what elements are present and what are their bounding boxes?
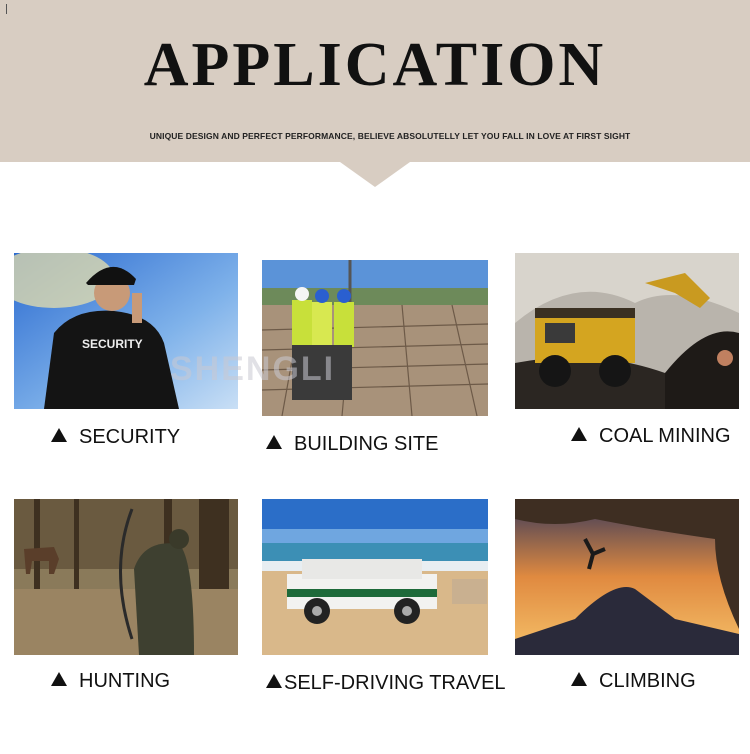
coal-mining-label-text: COAL MINING	[599, 425, 731, 447]
watermark-text: SHENGLI	[170, 350, 336, 388]
page-subtitle: UNIQUE DESIGN AND PERFECT PERFORMANCE, BELIEVE ABSOLUTELLY LET YOU FALL IN LOVE AT FIRST SIGHT	[149, 131, 631, 141]
coal-mining-photo	[515, 253, 739, 409]
page-title: APPLICATION	[143, 31, 607, 99]
hunting-photo	[14, 499, 238, 655]
building-site-label	[266, 433, 438, 456]
svg-text:SECURITY: SECURITY	[82, 337, 143, 351]
triangle-up-icon	[571, 672, 587, 686]
cursor-mark	[6, 4, 7, 14]
hunting-label-text: HUNTING	[79, 670, 171, 692]
triangle-up-icon	[571, 427, 587, 441]
climbing-label-text: CLIMBING	[599, 670, 696, 692]
triangle-up-icon	[266, 435, 282, 449]
coal-mining-label	[571, 425, 731, 448]
self-driving-travel-label	[266, 672, 506, 695]
triangle-up-icon	[266, 674, 282, 688]
security-label-text: SECURITY	[79, 426, 181, 448]
climbing-photo	[515, 499, 739, 655]
hunting-label	[51, 670, 170, 693]
self-driving-travel-label-text: SELF-DRIVING TRAVEL	[284, 672, 506, 694]
triangle-up-icon	[51, 672, 67, 686]
security-label	[51, 426, 180, 449]
triangle-up-icon	[51, 428, 67, 442]
self-driving-travel-photo	[262, 499, 488, 655]
banner-notch	[340, 162, 410, 187]
building-site-photo	[262, 260, 488, 416]
climbing-label	[571, 670, 696, 693]
building-site-label-text: BUILDING SITE	[294, 433, 439, 455]
